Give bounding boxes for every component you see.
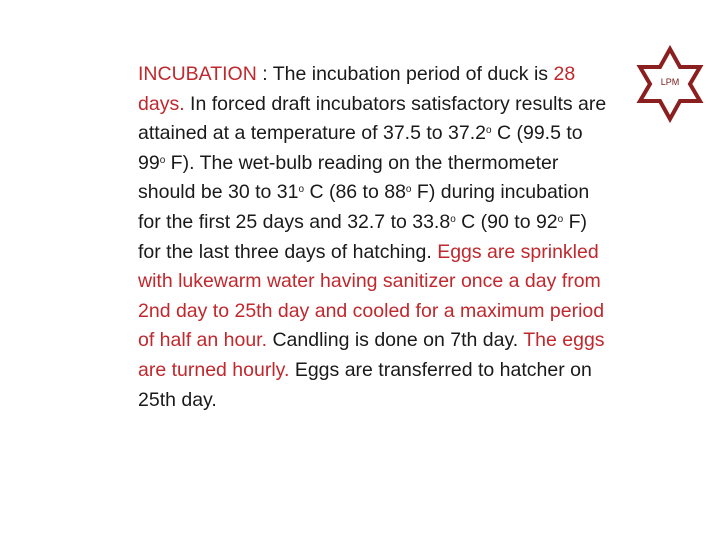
- degree-symbol: o: [405, 184, 412, 196]
- text-segment: Eggs are transferred to hatcher on 25th day.: [138, 358, 592, 411]
- text-segment: : The incubation period of duck is: [256, 63, 554, 85]
- text-segment: C (99.5 to 99: [138, 122, 583, 174]
- text-segment: In forced draft incubators satisfactory results are attained at a temperature of 37.5 to 37.2: [138, 92, 607, 145]
- text-segment: C (90 to 92: [455, 210, 558, 233]
- text-segment: F). The wet-bulb reading on the thermometer should be 30 to 31: [138, 151, 559, 204]
- text-segment: C (86 to 88: [304, 181, 406, 204]
- incubation-heading: INCUBATION: [138, 63, 257, 85]
- star-logo: [620, 45, 720, 135]
- star-of-david-icon: [620, 45, 720, 135]
- incubation-paragraph: [138, 60, 608, 415]
- degree-symbol: o: [450, 213, 456, 225]
- degree-symbol: o: [159, 154, 166, 166]
- degree-symbol: o: [486, 125, 492, 137]
- text-segment: F) during incubation for the first 25 days and 32.7 to 33.8: [138, 181, 590, 233]
- text-segment: Candling is done on 7th day.: [267, 329, 524, 352]
- degree-symbol: o: [298, 184, 305, 196]
- incubation-period-highlight: 28 days.: [138, 63, 576, 115]
- text-segment: F) for the last three days of hatching.: [138, 210, 588, 263]
- logo-label: LPM: [660, 77, 680, 87]
- sprinkling-highlight: Eggs are sprinkled with lukewarm water having sanitizer once a day from 2nd day to 25th day and cooled for a maximum period of half an hour.: [138, 240, 605, 352]
- degree-symbol: o: [557, 213, 564, 225]
- turning-highlight: The eggs are turned hourly.: [138, 329, 605, 381]
